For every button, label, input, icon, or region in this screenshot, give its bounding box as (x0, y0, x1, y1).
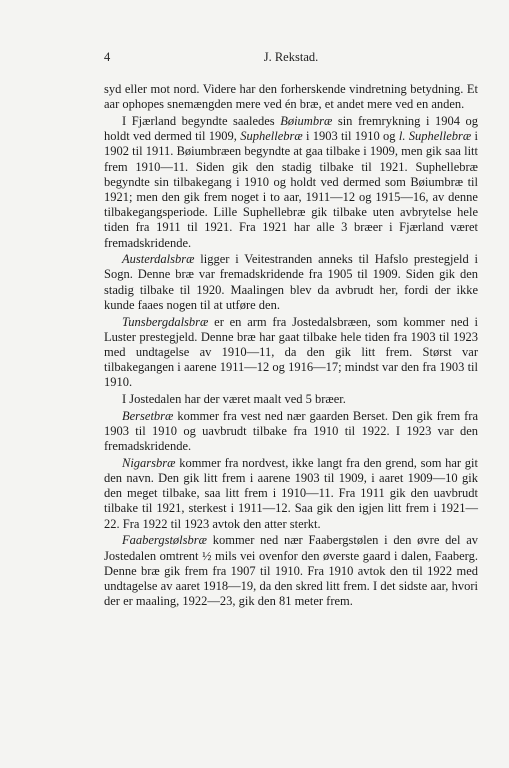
text-run: i 1902 til 1911. Bøiumbræen begyndte at gaa tilbake i 1909, men gik saa litt frem 1910—11. Siden gik den stadig tilbake til 1921. Suphellebræ begyndte sin tilbakegang i 1910 og holdt ved dermed som Bøiumbræ til 1921; men den gik frem noget i to aar, 1911—12 og 1915—16, av denne tilbakegangsperiode. Lille Suphellebræ gik tilbake uten avbrytelse hele tiden fra 1911 til 1921. Fra 1921 har alle 3 bræer i Fjærland været fremadskridende. (104, 129, 478, 250)
paragraph-tunsbergdalsbrae (104, 315, 478, 391)
text-run: ligger i Veitestranden anneks til Hafslo prestegjeld i Sogn. Denne bræ var fremadskridende fra 1905 til 1909. Siden gik den stadig tilbake til 1920. Maalingen blev da avbrudt her, fordi der ikke kunde faaes nogen til at utføre den. (104, 252, 478, 312)
paragraph-wind: syd eller mot nord. Videre har den forherskende vindretning betydning. Et aar ophopes snemængden mere ved én bræ, et andet mere ved en anden. (104, 82, 478, 112)
glacier-name: l. Suphellebræ (398, 129, 472, 144)
glacier-name: Tunsbergdalsbræ (122, 314, 209, 329)
page-header (104, 50, 478, 68)
paragraph-bersetbrae (104, 409, 478, 455)
paragraph-faabergstolsbrae (104, 533, 478, 609)
text-run: er en arm fra Jostedalsbræen, som kommer ned i Luster prestegjeld. Denne bræ har gaat tilbake hele tiden fra 1903 til 1923 med undtagelse av 1910—11, da den gik litt frem. Størst var tilbakegangen i aarene 1911—12 og 1916—17; mindst var den fra 1903 til 1910. (104, 314, 478, 390)
running-head: J. Rekstad. (263, 50, 319, 64)
text-run: kommer ned nær Faabergstølen i den øvre del av Jostedalen omtrent ½ mils vei ovenfor den øverste gaard i dalen, Faaberg. Denne bræ gik frem fra 1907 til 1910. Fra 1910 avtok den til 1922 med undtagelse av aaret 1918—19, da den skred litt frem. I det sidste aar, hvori der er maaling, 1922—23, gik den 81 meter frem. (104, 533, 478, 609)
glacier-name: Faabergstølsbræ (122, 533, 207, 548)
text-run: kommer fra nordvest, ikke langt fra den grend, som har git den navn. Den gik litt frem i aarene 1903 til 1909, i aaret 1909—10 gik den meget tilbake, saa litt frem i 1910—11. Fra 1911 gik den uavbrudt tilbake til 1921, sterkest i 1911—12. Saa gik den igjen litt frem i 1921—22. Fra 1922 til 1923 avtok den atter sterkt. (104, 455, 478, 531)
body-text (104, 82, 478, 609)
glacier-name: Bersetbræ (122, 408, 174, 423)
glacier-name: Suphellebræ (240, 129, 303, 144)
text-run: i 1903 til 1910 og (302, 129, 399, 144)
paragraph-nigarsbrae (104, 456, 478, 532)
paragraph-austerdalsbrae (104, 252, 478, 313)
glacier-name: Bøiumbræ (280, 113, 333, 128)
paragraph-fjaerland (104, 114, 478, 251)
glacier-name: Nigarsbræ (122, 455, 176, 470)
paragraph-jostedalen: I Jostedalen har der været maalt ved 5 bræer. (122, 392, 346, 407)
text-run: kommer fra vest ned nær gaarden Berset. Den gik frem fra 1903 til 1910 og uavbrudt tilbake fra 1910 til 1922. I 1923 var den fremadskridende. (104, 408, 478, 454)
glacier-name: Austerdalsbræ (122, 252, 195, 267)
text-run: I Fjærland begyndte saaledes (122, 113, 281, 128)
page-number: 4 (104, 50, 111, 64)
text-run: sin fremrykning i 1904 og holdt ved dermed til 1909, (104, 113, 478, 144)
